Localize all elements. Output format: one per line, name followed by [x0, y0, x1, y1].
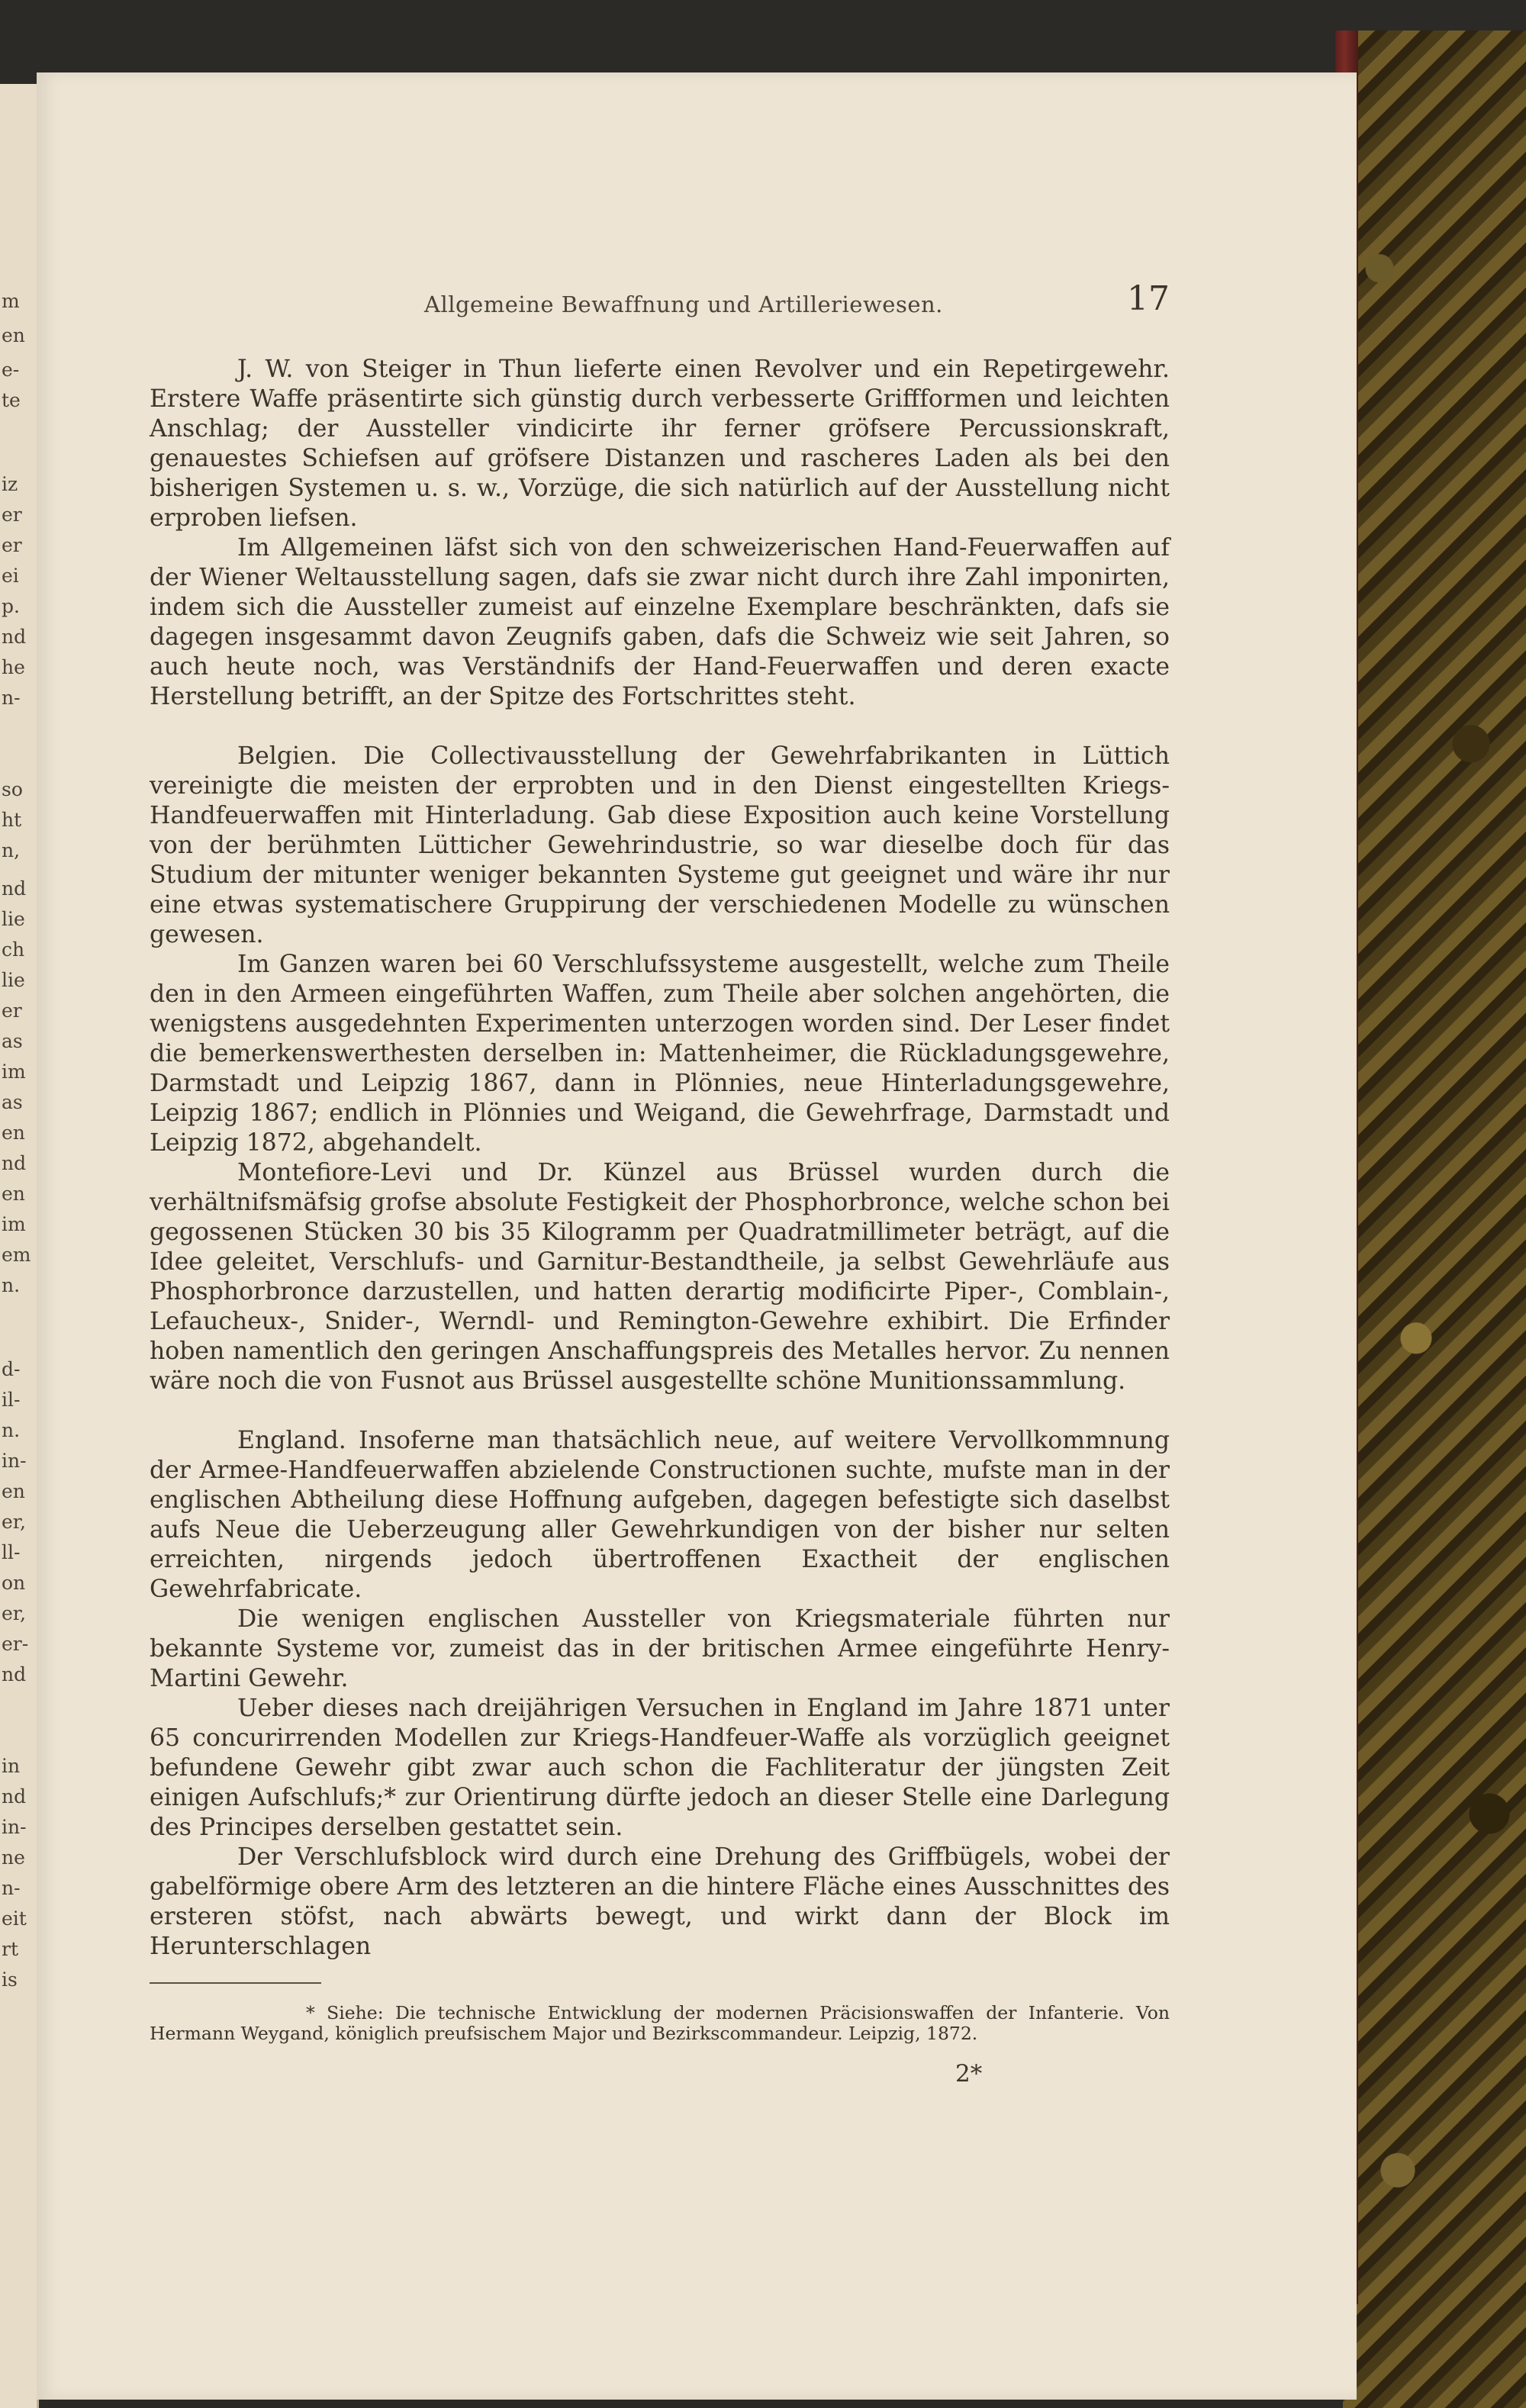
- left-page-fragment: eit: [2, 1907, 27, 1930]
- paragraph-belgium: Belgien. Die Collectivausstellung der Gewehrfabrikanten in Lüttich vereinigte die meisten der erprobten und in den Dienst eingestellten Kriegs-Handfeuerwaffen mit Hinterladung. Gab diese Exposition auch keine Vorstellung von der berühmten Lütticher Gewehrindustrie, so war dieselbe doch für das Studium der mitunter weniger bekannten Systeme gut geeignet und wäre ihr nur eine etwas systematischere Gruppirung der verschiedenen Modelle zu wünschen gewesen.: [150, 742, 1170, 948]
- left-page-fragment: nd: [2, 877, 27, 900]
- left-page-fragment: e-: [2, 359, 20, 381]
- left-page-fragment: rt: [2, 1938, 18, 1960]
- running-title: Allgemeine Bewaffnung und Artilleriewesen.: [424, 291, 943, 317]
- left-page-fragment: in-: [2, 1816, 27, 1838]
- left-page-fragment: nd: [2, 1152, 27, 1174]
- left-page-fragment: te: [2, 389, 21, 411]
- left-page-fragment: ht: [2, 809, 22, 831]
- left-page-fragment: er,: [2, 1511, 26, 1533]
- left-page-fragment: en: [2, 1480, 25, 1502]
- left-page-fragment: er,: [2, 1602, 26, 1624]
- footnote: * Siehe: Die technische Entwicklung der modernen Präcisionswaffen der Infanterie. Von Hermann Weygand, königlich preufsischem Major und Bezirkscommandeur. Leipzig, 1872.: [150, 2002, 1170, 2044]
- left-page-fragment: en: [2, 1122, 25, 1144]
- paragraph-belgium-systems: Im Ganzen waren bei 60 Verschlufssysteme ausgestellt, welche zum Theile den in den Armeen eingeführten Waffen, zum Theile aber solchen angehörten, die wenigstens ausgedehnten Experimenten unterzogen worden sind. Der Leser findet die bemerkenswerthesten derselben in: Mattenheimer, die Rückladungsgewehre, Darmstadt und Leipzig 1867, dann in Plönnies, neue Hinterladungsgewehre, Leipzig 1867; endlich in Plönnies und Weigand, die Gewehrfrage, Darmstadt und Leipzig 1872, abgehandelt.: [150, 951, 1170, 1157]
- left-page-fragment: ei: [2, 565, 19, 587]
- left-page-fragment: nd: [2, 1663, 27, 1685]
- left-page-fragment: as: [2, 1030, 23, 1052]
- left-page-fragment: ch: [2, 938, 25, 961]
- left-page-fragment: en: [2, 1183, 25, 1205]
- left-page-fragment: d-: [2, 1358, 21, 1380]
- left-page-fragment: n.: [2, 1274, 21, 1296]
- paragraph-breech-block: Der Verschlufsblock wird durch eine Drehung des Griffbügels, wobei der gabelförmige obere Arm des letzteren an die hintere Fläche eines Ausschnittes des ersteren stöfst, nach abwärts bewegt, und wirkt dann der Block im Herunterschlagen: [150, 1843, 1170, 1960]
- left-page-fragment: ne: [2, 1846, 25, 1869]
- left-page-fragment: n-: [2, 1877, 21, 1899]
- left-page-fragment: n-: [2, 687, 21, 709]
- left-page-fragment: im: [2, 1213, 26, 1235]
- left-page-fragment: as: [2, 1091, 23, 1113]
- paragraph-england: England. Insoferne man thatsächlich neue, auf weitere Vervollkommnung der Armee-Handfeuerwaffen abzielende Constructionen suchte, mufste man in der englischen Abtheilung diese Hoffnung aufgeben, dagegen befestigte sich daselbst aufs Neue die Ueberzeugung aller Gewehrkundigen von der bisher nur selten erreichten, nirgends jedoch übertroffenen Exactheit der englischen Gewehrfabricate.: [150, 1427, 1170, 1603]
- left-page-fragment: p.: [2, 595, 20, 617]
- left-page-fragment: lie: [2, 969, 25, 991]
- paragraph-henry-martini: Ueber dieses nach dreijährigen Versuchen in England im Jahre 1871 unter 65 concurirrenden Modellen zur Kriegs-Handfeuer-Waffe als vorzüglich geeignet befundene Gewehr gibt zwar auch schon die Fachliteratur der jüngsten Zeit einigen Aufschlufs;* zur Orientirung dürfte jedoch an dieser Stelle eine Darlegung des Principes derselben gestattet sein.: [150, 1695, 1170, 1841]
- left-page-fragment: er: [2, 1000, 22, 1022]
- left-page-fragment: so: [2, 778, 23, 800]
- left-page-fragment: ll-: [2, 1541, 21, 1563]
- left-page-fragment: is: [2, 1969, 18, 1991]
- footnote-divider: [150, 1982, 321, 1984]
- book-page: [37, 72, 1357, 2400]
- signature-mark: 2*: [955, 2060, 983, 2088]
- paragraph-phosphorbronze: Montefiore-Levi und Dr. Künzel aus Brüssel wurden durch die verhältnifsmäfsig grofse absolute Festigkeit der Phosphorbronce, welche schon bei gegossenen Stücken 30 bis 35 Kilogramm per Quadratmillimeter beträgt, auf die Idee geleitet, Verschlufs- und Garnitur-Bestandtheile, ja selbst Gewehrläufe aus Phosphorbronce darzustellen, und hatten derartig modificirte Piper-, Comblain-, Lefaucheux-, Snider-, Werndl- und Remington-Gewehre exhibirt. Die Erfinder hoben namentlich den geringen Anschaffungspreis des Metalles hervor. Zu nennen wäre noch die von Fusnot aus Brüssel ausgestellte schöne Munitionssammlung.: [150, 1159, 1170, 1395]
- body-text: [150, 355, 1170, 1962]
- left-page-fragment: er-: [2, 1633, 29, 1655]
- left-page-fragment: il-: [2, 1389, 21, 1411]
- paragraph-swiss-summary: Im Allgemeinen läfst sich von den schweizerischen Hand-Feuerwaffen auf der Wiener Weltausstellung sagen, dafs sie zwar nicht durch ihre Zahl imponirten, indem sich die Aussteller zumeist auf einzelne Exemplare beschränkten, dafs sie dagegen insgesammt davon Zeugnifs gaben, dafs die Schweiz wie seit Jahren, so auch heute noch, was Verständnifs der Hand-Feuerwaffen und deren exacte Herstellung betrifft, an der Spitze des Fortschrittes steht.: [150, 534, 1170, 710]
- left-page-fragment: en: [2, 324, 25, 346]
- left-page-fragment: nd: [2, 1785, 27, 1808]
- left-page-fragment: in: [2, 1755, 21, 1777]
- paragraph-steiger: J. W. von Steiger in Thun lieferte einen Revolver und ein Repetirgewehr. Erstere Waffe präsentirte sich günstig durch verbesserte Griffformen und leichten Anschlag; der Aussteller vindicirte ihr ferner gröfsere Percussionskraft, genauestes Schiefsen auf gröfsere Distanzen und rascheres Laden als bei den bisherigen Systemen u. s. w., Vorzüge, die sich natürlich auf der Ausstellung nicht erproben liefsen.: [150, 356, 1170, 532]
- left-page-fragment: iz: [2, 473, 18, 495]
- page-header: [150, 275, 1170, 320]
- left-page-fragment: er: [2, 504, 22, 526]
- left-page-fragment: in-: [2, 1450, 27, 1472]
- left-page-fragment: nd: [2, 626, 27, 648]
- page-number: 17: [1127, 279, 1170, 318]
- left-page-fragment: on: [2, 1572, 26, 1594]
- left-page-fragment: n,: [2, 839, 21, 861]
- left-page-fragment: he: [2, 656, 25, 678]
- paragraph-english-exhibitors: Die wenigen englischen Aussteller von Kriegsmateriale führten nur bekannte Systeme vor, zumeist das in der britischen Armee eingeführte Henry-Martini Gewehr.: [150, 1605, 1170, 1692]
- left-page-fragment: er: [2, 534, 22, 556]
- marbled-book-edge: [1343, 31, 1526, 2408]
- left-page-fragment: im: [2, 1061, 26, 1083]
- left-page-fragment: n.: [2, 1419, 21, 1441]
- left-page-fragment: lie: [2, 908, 25, 930]
- left-page-fragment: m: [2, 290, 20, 312]
- left-page-fragment: em: [2, 1244, 31, 1266]
- left-page-edge: [0, 84, 39, 2408]
